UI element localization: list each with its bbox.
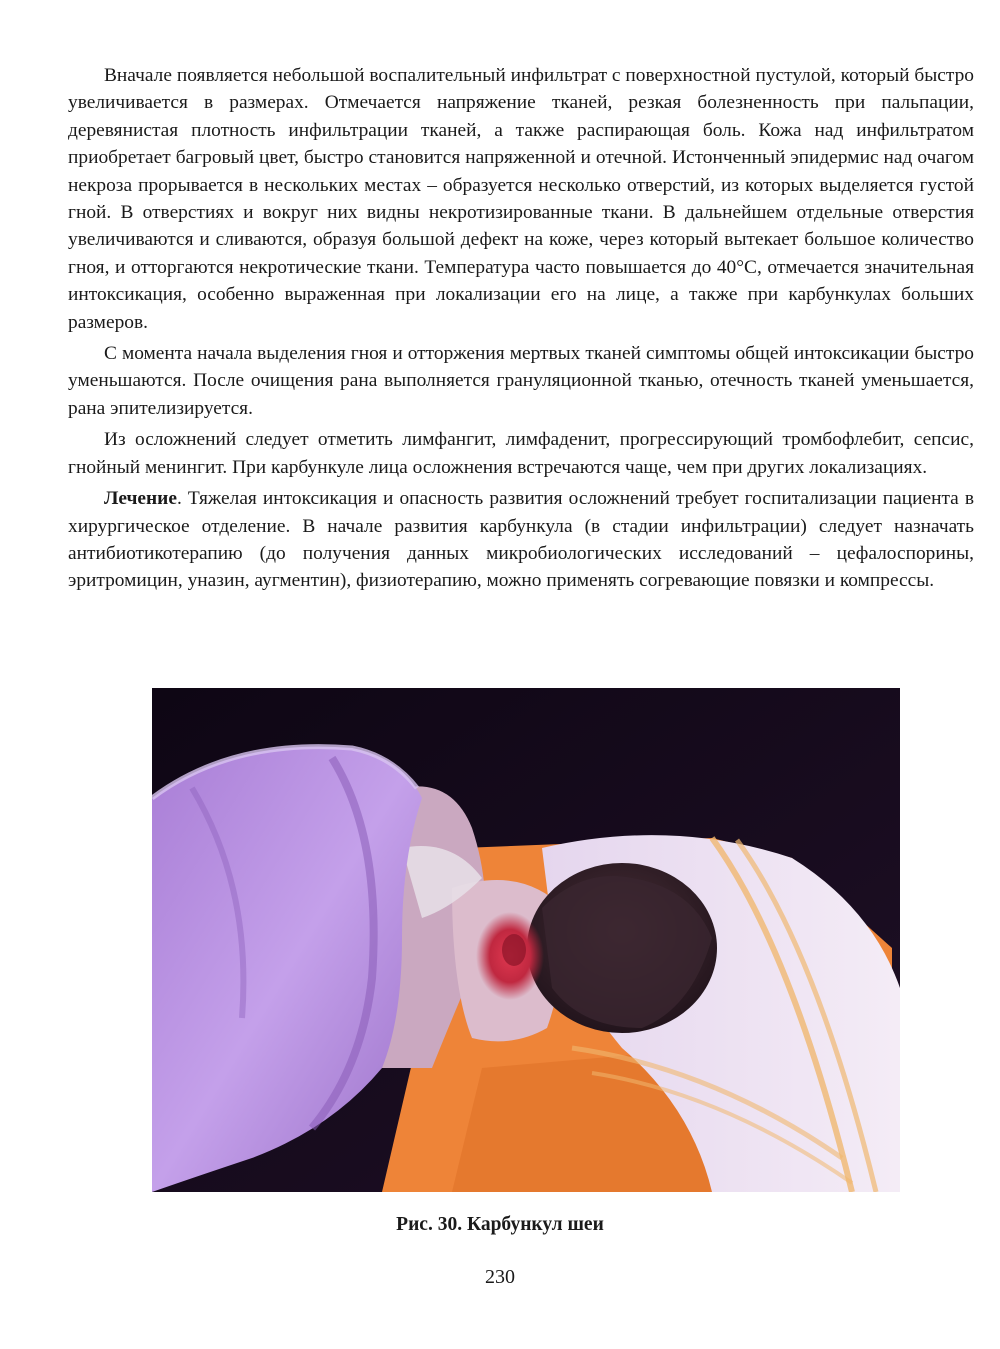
paragraph-treatment (68, 485, 974, 595)
page-number: 230 (485, 1266, 515, 1288)
carbuncle-center (502, 934, 526, 966)
figure-photo (152, 688, 900, 1192)
treatment-heading: Лечение (104, 488, 177, 510)
body-text (68, 62, 974, 599)
neck-carbuncle-photo (152, 688, 900, 1192)
paragraph-recovery: С момента начала выделения гноя и отторжения мертвых тканей симптомы общей интоксикации быстро уменьшаются. После очищения рана выполняется грануляционной тканью, отечность тканей уменьшается, рана эпителизируется. (68, 343, 974, 419)
treatment-text: . Тяжелая интоксикация и опасность развития осложнений требует госпитализации пациента в хирургическое отделение. В начале развития карбункула (в стадии инфильтрации) следует назначать антибиотикотерапию (до получения данных микробиологических исследований – цефалоспорины, эритромицин, уназин, аугментин), физиотерапию, можно применять согревающие повязки и компрессы. (68, 488, 974, 592)
figure-caption: Рис. 30. Карбункул шеи (396, 1214, 604, 1235)
paragraph-symptoms: Вначале появляется небольшой воспалительный инфильтрат с поверхностной пустулой, который быстро увеличивается в размерах. Отмечается напряжение тканей, резкая болезненность при пальпации, деревянистая плотность инфильтрации тканей, а также распирающая боль. Кожа над инфильтратом приобретает багровый цвет, быстро становится напряженной и отечной. Истонченный эпидермис над очагом некроза прорывается в нескольких местах – образуется несколько отверстий, из которых выделяется густой гной. В отверстиях и вокруг них видны некротизированные ткани. В дальнейшем отдельные отверстия увеличиваются и сливаются, образуя большой дефект на коже, через который вытекает большое количество гноя, и отторгаются некротические ткани. Температура часто повышается до 40°С, отмечается значительная интоксикация, особенно выраженная при локализации его на лице, а также при карбункулах больших размеров. (68, 65, 974, 333)
paragraph-complications: Из осложнений следует отметить лимфангит, лимфаденит, прогрессирующий тромбофлебит, сепсис, гнойный менингит. При карбункуле лица осложнения встречаются чаще, чем при других локализациях. (68, 429, 974, 478)
